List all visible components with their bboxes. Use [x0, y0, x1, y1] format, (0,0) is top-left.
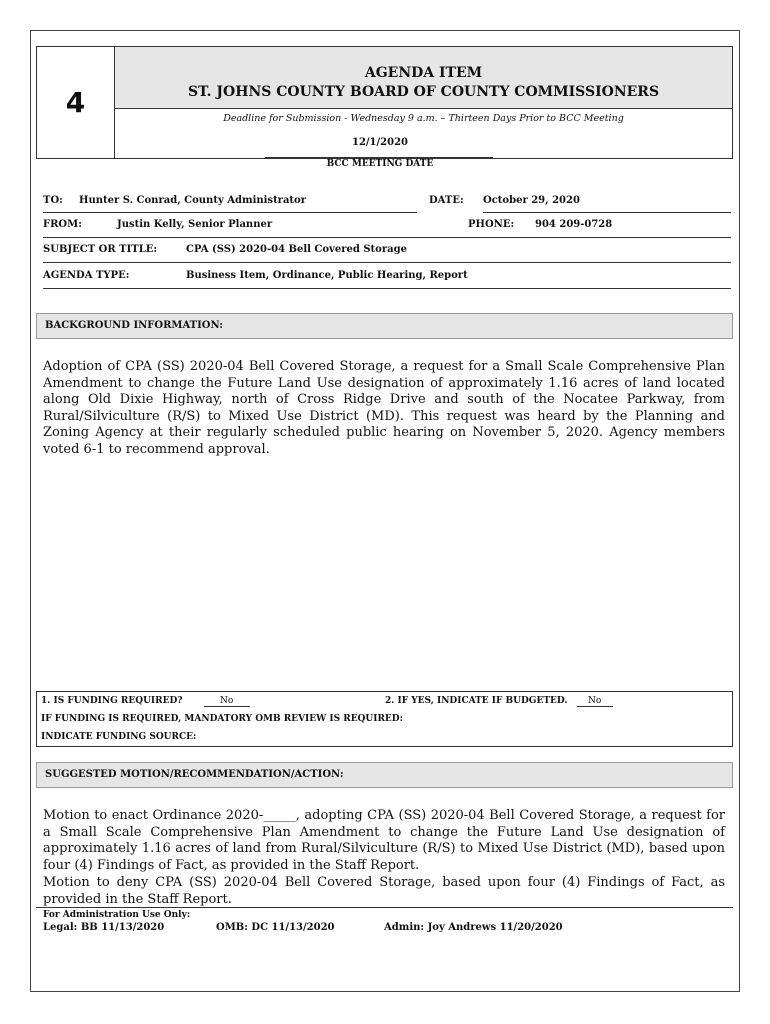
from-rule: [43, 237, 731, 238]
phone-label: PHONE:: [468, 219, 515, 230]
subject-value: CPA (SS) 2020-04 Bell Covered Storage: [186, 244, 407, 255]
header-title: [115, 47, 732, 109]
admin-omb: OMB: DC 11/13/2020: [216, 922, 335, 933]
subject-rule: [43, 262, 731, 263]
funding-q1: [41, 696, 250, 707]
funding-box: [36, 691, 733, 747]
phone-value: 904 209-0728: [535, 219, 613, 230]
agenda-item-document: [30, 30, 740, 992]
admin-admin: Admin: Joy Andrews 11/20/2020: [384, 922, 563, 933]
motion-heading: SUGGESTED MOTION/RECOMMENDATION/ACTION:: [36, 762, 733, 788]
meeting-date-rule: [265, 157, 493, 158]
admin-box: [36, 907, 733, 943]
subject-label: SUBJECT OR TITLE:: [43, 244, 158, 255]
meeting-date-label: BCC MEETING DATE: [326, 159, 434, 169]
from-label: FROM:: [43, 219, 82, 230]
motion-text-2: Motion to deny CPA (SS) 2020-04 Bell Covered Storage, based upon four (4) Findings of Fact, as provided in the Staff Report.: [43, 875, 725, 907]
from-value: Justin Kelly, Senior Planner: [117, 219, 273, 230]
meeting-date: 12/1/2020: [351, 137, 408, 148]
admin-legal: Legal: BB 11/13/2020: [43, 922, 165, 933]
to-value: Hunter S. Conrad, County Administrator: [79, 195, 306, 206]
funding-source-line: INDICATE FUNDING SOURCE:: [41, 732, 197, 742]
funding-q2-value: No: [577, 696, 613, 707]
funding-review-line: IF FUNDING IS REQUIRED, MANDATORY OMB REVIEW IS REQUIRED:: [41, 714, 403, 724]
agenda-type-rule: [43, 288, 731, 289]
funding-q1-value: No: [204, 696, 250, 707]
date-rule: [483, 212, 731, 213]
funding-q2-label: 2. IF YES, INDICATE IF BUDGETED.: [385, 696, 568, 706]
item-number: 4: [37, 47, 115, 158]
funding-q1-label: 1. IS FUNDING REQUIRED?: [41, 696, 183, 706]
background-text: Adoption of CPA (SS) 2020-04 Bell Covered Storage, a request for a Small Scale Comprehensive Plan Amendment to change the Future Land Use designation of approximately 1.16 acres of land located along Old Dixie Highway, north of Cross Ridge Drive and south of the Nocatee Parkway, from Rural/Silviculture (R/S) to Mixed Use District (MD). This request was heard by the Planning and Zoning Agency at their regularly scheduled public hearing on November 5, 2020. Agency members voted 6-1 to recommend approval.: [43, 359, 725, 457]
admin-heading: For Administration Use Only:: [43, 910, 191, 920]
date-value: October 29, 2020: [483, 195, 580, 206]
agenda-type-value: Business Item, Ordinance, Public Hearing, Report: [186, 270, 468, 281]
title-line-2: ST. JOHNS COUNTY BOARD OF COUNTY COMMISSIONERS: [187, 84, 660, 100]
to-rule: [43, 212, 417, 213]
motion-text-1: Motion to enact Ordinance 2020-_____, adopting CPA (SS) 2020-04 Bell Covered Storage, a request for a Small Scale Comprehensive Plan Amendment to change the Future Land Use designation of approximately 1.16 acres of land from Rural/Silviculture (R/S) to Mixed Use District (MD), based upon four (4) Findings of Fact, as provided in the Staff Report.: [43, 808, 725, 873]
agenda-type-label: AGENDA TYPE:: [43, 270, 130, 281]
funding-q2: [385, 696, 613, 707]
to-label: TO:: [43, 195, 63, 206]
background-heading: BACKGROUND INFORMATION:: [36, 313, 733, 339]
title-line-1: AGENDA ITEM: [364, 65, 483, 81]
date-label: DATE:: [429, 195, 464, 206]
deadline-text: Deadline for Submission - Wednesday 9 a.m. – Thirteen Days Prior to BCC Meeting: [223, 113, 624, 124]
